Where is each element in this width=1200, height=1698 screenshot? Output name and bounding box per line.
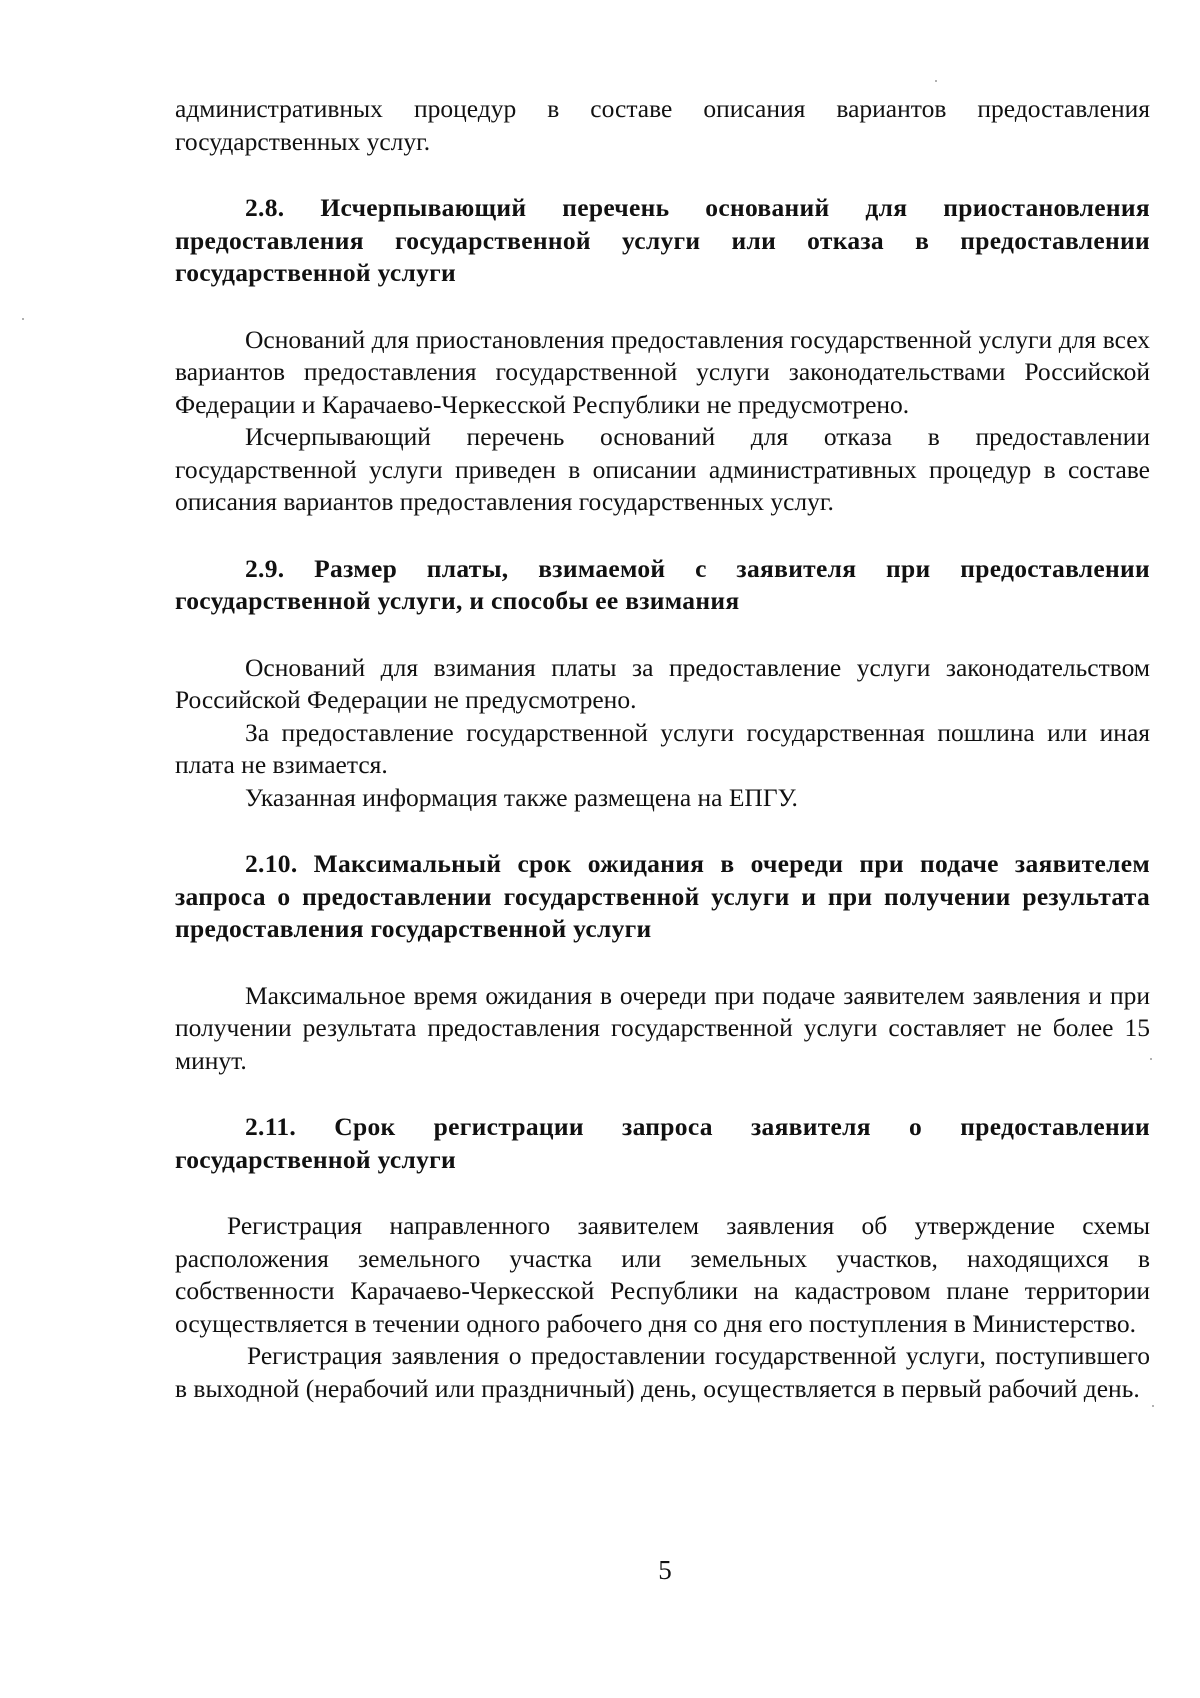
- section-heading: 2.11. Срок регистрации запроса заявителя о предоставлении государственной услуги: [175, 1112, 1150, 1174]
- section-2-8: [175, 192, 1150, 519]
- section-paragraph: Максимальное время ожидания в очереди при подаче заявителем заявления и при получении результата предоставления государственной услуги составляет не более 15 минут.: [175, 980, 1150, 1075]
- scan-speck: [1152, 1405, 1154, 1407]
- section-heading: 2.8. Исчерпывающий перечень оснований для приостановления предоставления государственной услуги или отказа в предоставлении государственной услуги: [175, 193, 1150, 287]
- section-paragraph: Регистрация заявления о предоставлении государственной услуги, поступившего в выходной (нерабочий или праздничный) день, осуществляется в первый рабочий день.: [175, 1341, 1150, 1403]
- section-paragraph: Оснований для приостановления предоставления государственной услуги для всех вариантов предоставления государственной услуги законодательствами Российской Федерации и Карачаево-Черкесской Республики не предусмотрено.: [175, 324, 1150, 419]
- scan-speck: [935, 80, 937, 82]
- scan-speck: [22, 318, 24, 320]
- section-heading: 2.9. Размер платы, взимаемой с заявителя при предоставлении государственной услуги, и способы ее взимания: [175, 553, 1150, 615]
- section-2-11: [175, 1111, 1150, 1405]
- intro-paragraph: административных процедур в составе описания вариантов предоставления государственных услуг.: [175, 94, 1150, 156]
- scan-speck: [1150, 1058, 1152, 1060]
- page-number: 5: [658, 1555, 672, 1585]
- section-heading: 2.10. Максимальный срок ожидания в очереди при подаче заявителем запроса о предоставлении государственной услуги и при получении результата предоставления государственной услуги: [175, 849, 1150, 943]
- section-paragraph: Оснований для взимания платы за предоставление услуги законодательством Российской Федерации не предусмотрено.: [175, 652, 1150, 714]
- section-paragraph: Исчерпывающий перечень оснований для отказа в предоставлении государственной услуги приведен в описании административных процедур в составе описания вариантов предоставления государственных услуг.: [175, 422, 1150, 516]
- section-2-10: [175, 848, 1150, 1077]
- section-paragraph: Указанная информация также размещена на ЕПГУ.: [245, 782, 798, 812]
- section-paragraph: За предоставление государственной услуги государственная пошлина или иная плата не взимается.: [175, 717, 1150, 779]
- section-2-9: [175, 553, 1150, 815]
- page-content: [175, 93, 1150, 1405]
- section-paragraph: Регистрация направленного заявителем заявления об утверждение схемы расположения земельного участка или земельных участков, находящихся в собственности Карачаево-Черкесской Республики на кадастровом плане территории осуществляется в течении одного рабочего дня со дня его поступления в Министерство.: [175, 1211, 1150, 1338]
